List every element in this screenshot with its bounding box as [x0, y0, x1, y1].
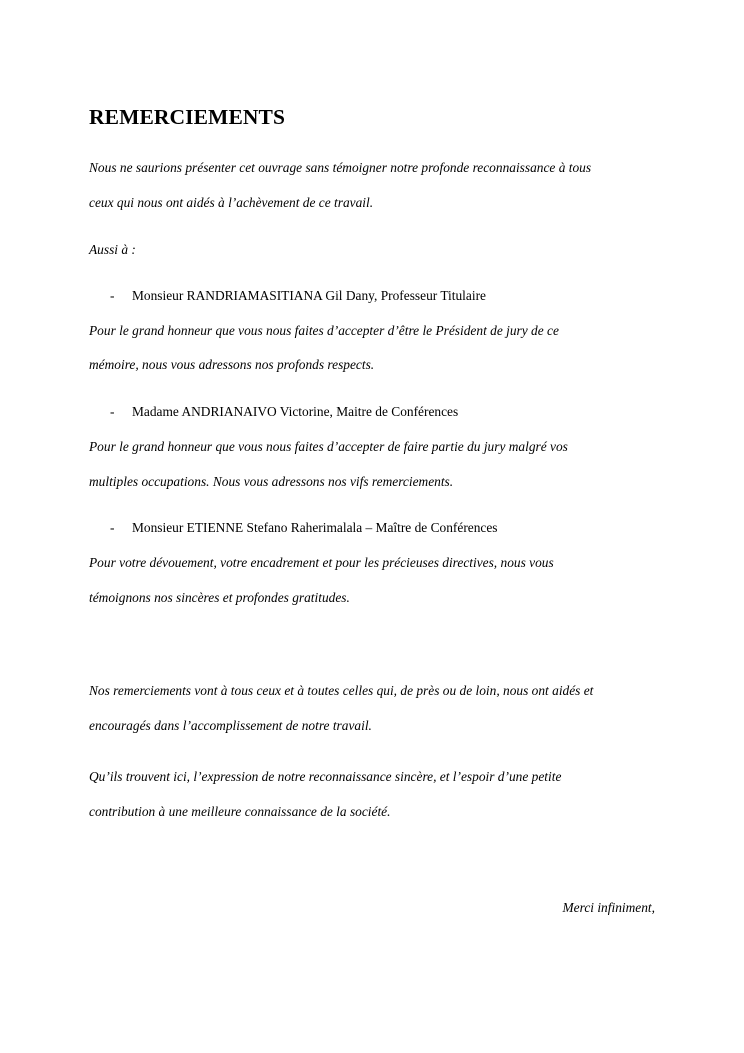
closing-line-2: encouragés dans l’accomplissement de notre travail. [89, 718, 372, 733]
entry-1-name: Monsieur RANDRIAMASITIANA Gil Dany, Professeur Titulaire [132, 288, 486, 303]
entry-3-name: Monsieur ETIENNE Stefano Raherimalala – Maître de Conférences [132, 520, 498, 535]
page-title: REMERCIEMENTS [89, 105, 286, 129]
entry-1-heading [110, 288, 486, 304]
entry-3-text-line-1: Pour votre dévouement, votre encadrement et pour les précieuses directives, nous vous [89, 555, 554, 570]
closing-line-4: contribution à une meilleure connaissance de la société. [89, 804, 391, 819]
closing-line-1: Nos remerciements vont à tous ceux et à toutes celles qui, de près ou de loin, nous ont aidés et [89, 683, 594, 698]
entry-2-name: Madame ANDRIANAIVO Victorine, Maitre de Conférences [132, 404, 459, 419]
entry-1-text-line-2: mémoire, nous vous adressons nos profonds respects. [89, 357, 375, 372]
aussi-label: Aussi à : [89, 242, 136, 257]
entry-1-text-line-1: Pour le grand honneur que vous nous faites d’accepter d’être le Président de jury de ce [89, 323, 559, 338]
bullet-dash: - [110, 288, 115, 303]
entry-2-text-line-2: multiples occupations. Nous vous adressons nos vifs remerciements. [89, 474, 454, 489]
entry-3-heading [110, 520, 498, 536]
entry-2-text-line-1: Pour le grand honneur que vous nous faites d’accepter de faire partie du jury malgré vos [89, 439, 568, 454]
entry-2-heading [110, 404, 458, 420]
intro-line-1: Nous ne saurions présenter cet ouvrage sans témoigner notre profonde reconnaissance à tous [89, 160, 592, 175]
bullet-dash: - [110, 520, 115, 535]
intro-line-2: ceux qui nous ont aidés à l’achèvement de ce travail. [89, 195, 374, 210]
bullet-dash: - [110, 404, 115, 419]
closing-line-3: Qu’ils trouvent ici, l’expression de notre reconnaissance sincère, et l’espoir d’une petite [89, 769, 562, 784]
entry-3-text-line-2: témoignons nos sincères et profondes gratitudes. [89, 590, 350, 605]
signature: Merci infiniment, [562, 900, 655, 915]
